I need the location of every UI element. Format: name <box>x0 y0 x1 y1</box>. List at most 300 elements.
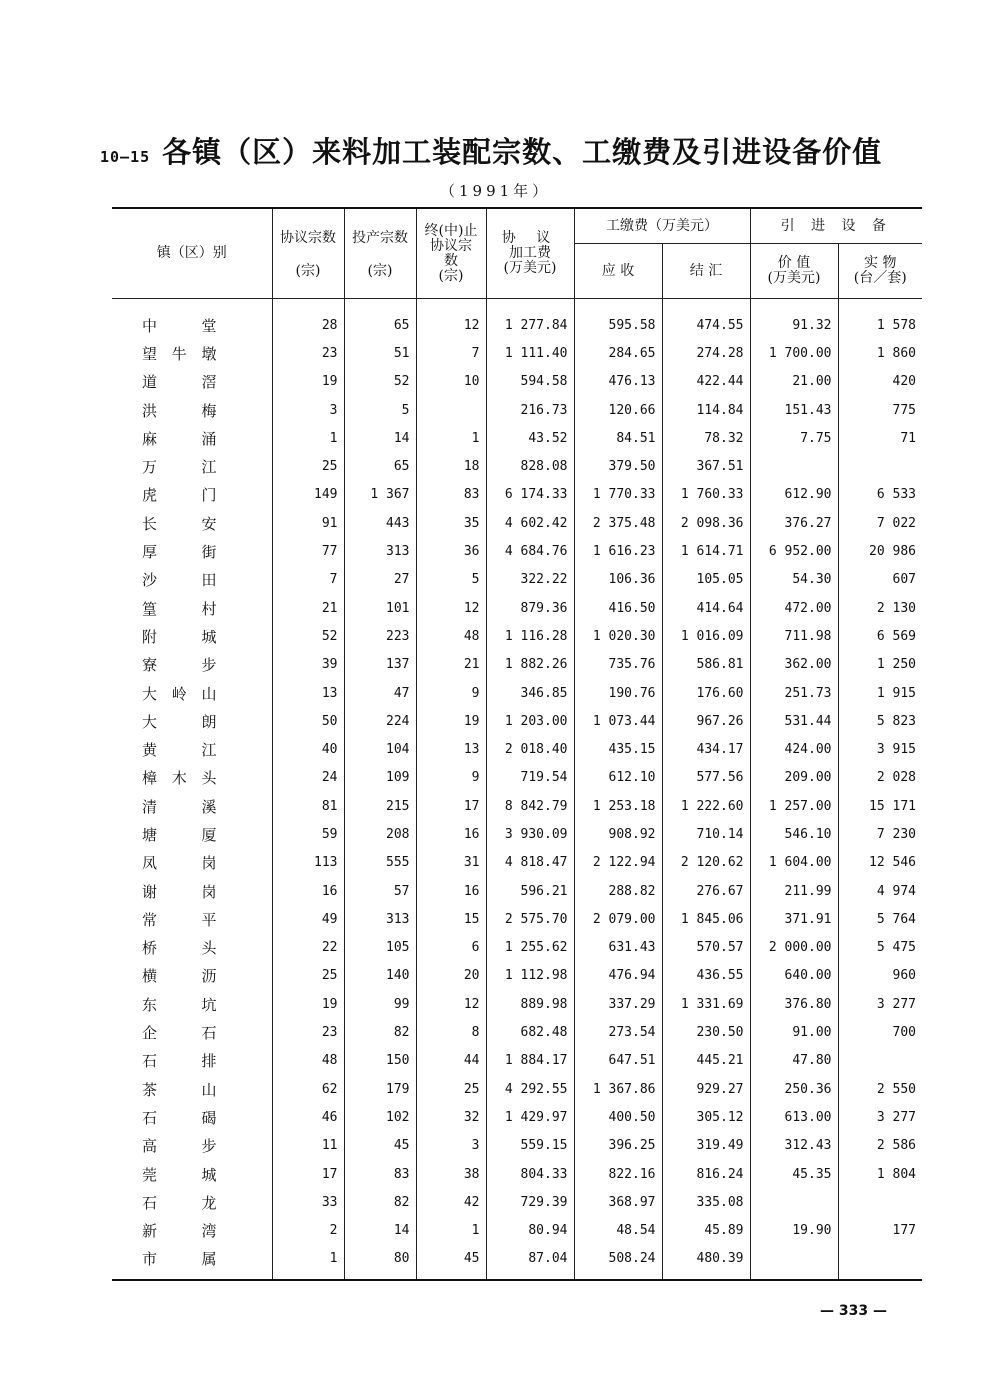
in-production-cell: 27 <box>344 566 416 594</box>
terminated-cell: 42 <box>416 1188 486 1216</box>
equipment-units-cell: 5 475 <box>876 940 917 956</box>
in-production-cell: 14 <box>344 1217 416 1245</box>
town-name: 沙田 <box>112 566 272 594</box>
table-row <box>112 1047 922 1075</box>
town-name: 篁村 <box>112 594 272 622</box>
terminated-cell: 1 <box>416 424 486 452</box>
town-name: 麻涌 <box>112 424 272 452</box>
agreements-cell: 40 <box>272 735 344 763</box>
in-production-cell: 215 <box>344 792 416 820</box>
terminated-cell: 8 <box>416 1018 486 1046</box>
equipment-units-cell: 700 <box>892 1025 917 1041</box>
agreements-cell: 13 <box>272 679 344 707</box>
remitted-cell: 422.44 <box>662 368 750 396</box>
remitted-cell: 967.26 <box>662 707 750 735</box>
terminated-cell: 31 <box>416 849 486 877</box>
equipment-units-cell <box>838 1245 922 1280</box>
remitted-cell: 445.21 <box>662 1047 750 1075</box>
equipment-units-cell: 1 860 <box>876 345 917 361</box>
terminated-cell: 3 <box>416 1132 486 1160</box>
agreed-fee-cell: 1 882.26 <box>486 651 574 679</box>
town-name: 道滘 <box>112 368 272 396</box>
receivable-cell: 337.29 <box>574 990 662 1018</box>
agreements-cell: 17 <box>272 1160 344 1188</box>
terminated-cell: 19 <box>416 707 486 735</box>
remitted-cell: 176.60 <box>662 679 750 707</box>
terminated-cell: 17 <box>416 792 486 820</box>
agreements-cell: 1 <box>272 1245 344 1280</box>
remitted-cell: 105.05 <box>662 566 750 594</box>
receivable-cell: 822.16 <box>574 1160 662 1188</box>
receivable-cell: 400.50 <box>574 1103 662 1131</box>
agreements-cell: 25 <box>272 962 344 990</box>
equipment-value-cell <box>750 1188 838 1216</box>
equipment-value-cell: 151.43 <box>750 396 838 424</box>
terminated-cell <box>416 396 486 424</box>
receivable-cell: 476.13 <box>574 368 662 396</box>
town-name: 附城 <box>112 622 272 650</box>
in-production-cell: 105 <box>344 934 416 962</box>
equipment-units-cell: 420 <box>892 374 917 390</box>
agreed-fee-cell: 1 111.40 <box>486 339 574 367</box>
receivable-cell: 396.25 <box>574 1132 662 1160</box>
in-production-cell: 65 <box>344 452 416 480</box>
equipment-units-cell: 3 277 <box>876 996 917 1012</box>
agreed-fee-cell: 828.08 <box>486 452 574 480</box>
equipment-units-cell <box>838 1047 922 1075</box>
equipment-units-cell: 1 250 <box>876 657 917 673</box>
terminated-cell: 38 <box>416 1160 486 1188</box>
receivable-cell: 190.76 <box>574 679 662 707</box>
agreements-cell: 48 <box>272 1047 344 1075</box>
agreements-cell: 22 <box>272 934 344 962</box>
agreements-cell: 28 <box>272 299 344 340</box>
town-name: 茶山 <box>112 1075 272 1103</box>
remitted-cell: 570.57 <box>662 934 750 962</box>
in-production-cell: 140 <box>344 962 416 990</box>
equipment-value-cell: 1 604.00 <box>750 849 838 877</box>
equipment-units-cell: 4 974 <box>876 883 917 899</box>
equipment-units-cell: 607 <box>892 572 917 588</box>
town-name: 塘厦 <box>112 820 272 848</box>
terminated-cell: 15 <box>416 905 486 933</box>
agreed-fee-cell: 1 116.28 <box>486 622 574 650</box>
town-name: 新湾 <box>112 1217 272 1245</box>
receivable-cell: 2 122.94 <box>574 849 662 877</box>
remitted-cell: 319.49 <box>662 1132 750 1160</box>
in-production-cell: 101 <box>344 594 416 622</box>
receivable-cell: 288.82 <box>574 877 662 905</box>
receivable-cell: 284.65 <box>574 339 662 367</box>
header-units-unit: (台／套) <box>853 270 907 286</box>
equipment-value-cell: 1 700.00 <box>750 339 838 367</box>
in-production-cell: 82 <box>344 1018 416 1046</box>
agreements-cell: 23 <box>272 339 344 367</box>
equipment-units-cell: 3 915 <box>876 742 917 758</box>
equipment-units-cell: 5 764 <box>876 911 917 927</box>
header-value <box>750 244 838 299</box>
agreed-fee-cell: 559.15 <box>486 1132 574 1160</box>
remitted-cell: 335.08 <box>662 1188 750 1216</box>
table-row <box>112 594 922 622</box>
equipment-value-cell: 546.10 <box>750 820 838 848</box>
equipment-units-cell: 1 915 <box>876 685 917 701</box>
table-row <box>112 537 922 565</box>
town-name: 莞城 <box>112 1160 272 1188</box>
terminated-cell: 13 <box>416 735 486 763</box>
receivable-cell: 1 616.23 <box>574 537 662 565</box>
receivable-cell: 647.51 <box>574 1047 662 1075</box>
agreed-fee-cell: 879.36 <box>486 594 574 622</box>
remitted-cell: 305.12 <box>662 1103 750 1131</box>
table-row <box>112 651 922 679</box>
receivable-cell: 1 073.44 <box>574 707 662 735</box>
remitted-cell: 1 845.06 <box>662 905 750 933</box>
table-row <box>112 707 922 735</box>
terminated-cell: 12 <box>416 594 486 622</box>
equipment-units-cell: 6 569 <box>876 628 917 644</box>
header-agreements-unit: (宗) <box>295 262 321 279</box>
town-name: 万江 <box>112 452 272 480</box>
agreements-cell: 1 <box>272 424 344 452</box>
receivable-cell: 1 770.33 <box>574 481 662 509</box>
in-production-cell: 65 <box>344 299 416 340</box>
terminated-cell: 45 <box>416 1245 486 1280</box>
equipment-value-cell: 424.00 <box>750 735 838 763</box>
town-name: 黄江 <box>112 735 272 763</box>
town-name: 横沥 <box>112 962 272 990</box>
header-fee-line1: 协 议 <box>501 230 559 246</box>
in-production-cell: 1 367 <box>344 481 416 509</box>
terminated-cell: 16 <box>416 820 486 848</box>
receivable-cell: 631.43 <box>574 934 662 962</box>
agreed-fee-cell: 889.98 <box>486 990 574 1018</box>
remitted-cell: 1 016.09 <box>662 622 750 650</box>
header-value-label: 价 值 <box>777 255 811 271</box>
header-in-production <box>344 208 416 299</box>
header-stub: 镇（区）别 <box>112 208 272 299</box>
agreements-cell: 24 <box>272 764 344 792</box>
header-agreements <box>272 208 344 299</box>
equipment-value-cell: 531.44 <box>750 707 838 735</box>
equipment-value-cell: 2 000.00 <box>750 934 838 962</box>
remitted-cell: 274.28 <box>662 339 750 367</box>
table-row <box>112 679 922 707</box>
receivable-cell: 612.10 <box>574 764 662 792</box>
equipment-units-cell <box>838 1188 922 1216</box>
in-production-cell: 57 <box>344 877 416 905</box>
agreed-fee-cell: 804.33 <box>486 1160 574 1188</box>
agreed-fee-cell: 1 429.97 <box>486 1103 574 1131</box>
equipment-value-cell: 711.98 <box>750 622 838 650</box>
receivable-cell: 1 367.86 <box>574 1075 662 1103</box>
header-terminated-label: 终(中)止协议宗 数 <box>424 222 478 269</box>
terminated-cell: 6 <box>416 934 486 962</box>
table-row <box>112 820 922 848</box>
agreed-fee-cell: 43.52 <box>486 424 574 452</box>
terminated-cell: 1 <box>416 1217 486 1245</box>
header-fee-unit: (万美元) <box>503 260 557 276</box>
receivable-cell: 908.92 <box>574 820 662 848</box>
equipment-value-cell: 6 952.00 <box>750 537 838 565</box>
table-row <box>112 481 922 509</box>
table-row <box>112 1245 922 1280</box>
agreements-cell: 33 <box>272 1188 344 1216</box>
town-name: 清溪 <box>112 792 272 820</box>
remitted-cell: 2 120.62 <box>662 849 750 877</box>
remitted-cell: 78.32 <box>662 424 750 452</box>
equipment-units-cell: 1 804 <box>876 1166 917 1182</box>
receivable-cell: 106.36 <box>574 566 662 594</box>
agreed-fee-cell: 1 203.00 <box>486 707 574 735</box>
terminated-cell: 44 <box>416 1047 486 1075</box>
receivable-cell: 84.51 <box>574 424 662 452</box>
equipment-value-cell: 362.00 <box>750 651 838 679</box>
receivable-cell: 379.50 <box>574 452 662 480</box>
equipment-value-cell: 19.90 <box>750 1217 838 1245</box>
header-units-label: 实 物 <box>864 255 897 271</box>
town-name: 中堂 <box>112 299 272 340</box>
remitted-cell: 1 222.60 <box>662 792 750 820</box>
table-body <box>112 299 922 1281</box>
table-row <box>112 849 922 877</box>
table-row <box>112 1160 922 1188</box>
receivable-cell: 595.58 <box>574 299 662 340</box>
agreed-fee-cell: 216.73 <box>486 396 574 424</box>
table-header <box>112 208 922 299</box>
remitted-cell: 434.17 <box>662 735 750 763</box>
agreed-fee-cell: 719.54 <box>486 764 574 792</box>
agreements-cell: 113 <box>272 849 344 877</box>
equipment-value-cell: 1 257.00 <box>750 792 838 820</box>
agreed-fee-cell: 8 842.79 <box>486 792 574 820</box>
agreements-cell: 59 <box>272 820 344 848</box>
equipment-units-cell: 20 986 <box>869 544 917 560</box>
equipment-value-cell: 612.90 <box>750 481 838 509</box>
equipment-units-cell: 7 230 <box>876 826 917 842</box>
agreed-fee-cell: 596.21 <box>486 877 574 905</box>
agreements-cell: 2 <box>272 1217 344 1245</box>
remitted-cell: 414.64 <box>662 594 750 622</box>
agreements-cell: 19 <box>272 990 344 1018</box>
equipment-value-cell: 7.75 <box>750 424 838 452</box>
agreements-cell: 7 <box>272 566 344 594</box>
equipment-units-cell: 775 <box>892 402 917 418</box>
terminated-cell: 35 <box>416 509 486 537</box>
receivable-cell: 735.76 <box>574 651 662 679</box>
equipment-value-cell <box>750 1245 838 1280</box>
header-equipment-group: 引 进 设 备 <box>750 208 922 244</box>
agreed-fee-cell: 4 602.42 <box>486 509 574 537</box>
agreements-cell: 39 <box>272 651 344 679</box>
in-production-cell: 313 <box>344 537 416 565</box>
equipment-value-cell: 54.30 <box>750 566 838 594</box>
terminated-cell: 12 <box>416 299 486 340</box>
receivable-cell: 435.15 <box>574 735 662 763</box>
town-name: 寮步 <box>112 651 272 679</box>
remitted-cell: 586.81 <box>662 651 750 679</box>
equipment-units-cell <box>838 452 922 480</box>
header-terminated <box>416 208 486 299</box>
agreements-cell: 21 <box>272 594 344 622</box>
town-name: 石碣 <box>112 1103 272 1131</box>
remitted-cell: 367.51 <box>662 452 750 480</box>
town-name: 虎门 <box>112 481 272 509</box>
equipment-units-cell: 2 130 <box>876 600 917 616</box>
agreements-cell: 50 <box>272 707 344 735</box>
equipment-units-cell: 177 <box>892 1223 917 1239</box>
receivable-cell: 1 253.18 <box>574 792 662 820</box>
page-title: 各镇（区）来料加工装配宗数、工缴费及引进设备价值 <box>162 135 883 169</box>
agreed-fee-cell: 2 018.40 <box>486 735 574 763</box>
town-name: 厚街 <box>112 537 272 565</box>
table-row <box>112 877 922 905</box>
table-row <box>112 509 922 537</box>
table-row <box>112 1132 922 1160</box>
terminated-cell: 7 <box>416 339 486 367</box>
agreements-cell: 81 <box>272 792 344 820</box>
town-name: 石龙 <box>112 1188 272 1216</box>
agreed-fee-cell: 729.39 <box>486 1188 574 1216</box>
header-units <box>838 244 922 299</box>
in-production-cell: 224 <box>344 707 416 735</box>
page-number: — 333 — <box>820 1303 887 1319</box>
equipment-units-cell: 71 <box>900 430 917 446</box>
agreed-fee-cell: 2 575.70 <box>486 905 574 933</box>
equipment-units-cell: 6 533 <box>876 487 917 503</box>
equipment-value-cell: 250.36 <box>750 1075 838 1103</box>
remitted-cell: 230.50 <box>662 1018 750 1046</box>
agreed-fee-cell: 1 255.62 <box>486 934 574 962</box>
equipment-value-cell: 91.32 <box>750 299 838 340</box>
in-production-cell: 555 <box>344 849 416 877</box>
agreed-fee-cell: 87.04 <box>486 1245 574 1280</box>
terminated-cell: 32 <box>416 1103 486 1131</box>
agreed-fee-cell: 322.22 <box>486 566 574 594</box>
table-row <box>112 1075 922 1103</box>
header-agreed-fee <box>486 208 574 299</box>
remitted-cell: 577.56 <box>662 764 750 792</box>
town-name: 东坑 <box>112 990 272 1018</box>
in-production-cell: 137 <box>344 651 416 679</box>
table-row <box>112 792 922 820</box>
remitted-cell: 1 760.33 <box>662 481 750 509</box>
agreements-cell: 49 <box>272 905 344 933</box>
equipment-value-cell: 45.35 <box>750 1160 838 1188</box>
town-name: 高步 <box>112 1132 272 1160</box>
in-production-cell: 208 <box>344 820 416 848</box>
terminated-cell: 5 <box>416 566 486 594</box>
receivable-cell: 1 020.30 <box>574 622 662 650</box>
terminated-cell: 48 <box>416 622 486 650</box>
agreed-fee-cell: 594.58 <box>486 368 574 396</box>
terminated-cell: 83 <box>416 481 486 509</box>
agreed-fee-cell: 1 277.84 <box>486 299 574 340</box>
header-receivable: 应 收 <box>574 244 662 299</box>
town-name: 桥头 <box>112 934 272 962</box>
header-value-unit: (万美元) <box>767 270 821 286</box>
agreements-cell: 52 <box>272 622 344 650</box>
agreed-fee-cell: 6 174.33 <box>486 481 574 509</box>
equipment-value-cell: 376.80 <box>750 990 838 1018</box>
terminated-cell: 9 <box>416 679 486 707</box>
receivable-cell: 476.94 <box>574 962 662 990</box>
in-production-cell: 47 <box>344 679 416 707</box>
equipment-value-cell: 376.27 <box>750 509 838 537</box>
equipment-units-cell: 2 586 <box>876 1138 917 1154</box>
receivable-cell: 368.97 <box>574 1188 662 1216</box>
remitted-cell: 816.24 <box>662 1160 750 1188</box>
table-row <box>112 368 922 396</box>
town-name: 企石 <box>112 1018 272 1046</box>
remitted-cell: 276.67 <box>662 877 750 905</box>
equipment-value-cell: 613.00 <box>750 1103 838 1131</box>
agreements-cell: 11 <box>272 1132 344 1160</box>
town-name: 市属 <box>112 1245 272 1280</box>
in-production-cell: 82 <box>344 1188 416 1216</box>
header-terminated-unit: (宗) <box>438 267 464 284</box>
in-production-cell: 109 <box>344 764 416 792</box>
town-name: 凤岗 <box>112 849 272 877</box>
in-production-cell: 443 <box>344 509 416 537</box>
equipment-value-cell: 211.99 <box>750 877 838 905</box>
agreements-cell: 62 <box>272 1075 344 1103</box>
terminated-cell: 21 <box>416 651 486 679</box>
in-production-cell: 51 <box>344 339 416 367</box>
town-name: 樟木头 <box>112 764 272 792</box>
table-row <box>112 424 922 452</box>
table-row <box>112 339 922 367</box>
equipment-value-cell: 472.00 <box>750 594 838 622</box>
terminated-cell: 36 <box>416 537 486 565</box>
in-production-cell: 313 <box>344 905 416 933</box>
equipment-units-cell: 2 028 <box>876 770 917 786</box>
agreements-cell: 3 <box>272 396 344 424</box>
table-row <box>112 764 922 792</box>
remitted-cell: 474.55 <box>662 299 750 340</box>
town-name: 望牛墩 <box>112 339 272 367</box>
table-row <box>112 396 922 424</box>
agreements-cell: 91 <box>272 509 344 537</box>
table-row <box>112 452 922 480</box>
town-name: 洪梅 <box>112 396 272 424</box>
in-production-cell: 104 <box>344 735 416 763</box>
equipment-value-cell: 47.80 <box>750 1047 838 1075</box>
table-row <box>112 735 922 763</box>
receivable-cell: 416.50 <box>574 594 662 622</box>
receivable-cell: 273.54 <box>574 1018 662 1046</box>
table-row <box>112 1217 922 1245</box>
agreed-fee-cell: 80.94 <box>486 1217 574 1245</box>
remitted-cell: 1 331.69 <box>662 990 750 1018</box>
agreed-fee-cell: 346.85 <box>486 679 574 707</box>
receivable-cell: 48.54 <box>574 1217 662 1245</box>
header-labor-fee-group: 工缴费（万美元） <box>574 208 750 244</box>
year-subtitle: （1991年） <box>440 182 552 200</box>
equipment-units-cell: 3 277 <box>876 1109 917 1125</box>
agreed-fee-cell: 4 292.55 <box>486 1075 574 1103</box>
in-production-cell: 83 <box>344 1160 416 1188</box>
table-row <box>112 990 922 1018</box>
equipment-value-cell: 312.43 <box>750 1132 838 1160</box>
equipment-units-cell: 12 546 <box>869 855 917 871</box>
equipment-units-cell: 2 550 <box>876 1081 917 1097</box>
remitted-cell: 2 098.36 <box>662 509 750 537</box>
table-row <box>112 299 922 340</box>
table-code: 10—15 <box>100 148 151 166</box>
agreed-fee-cell: 4 818.47 <box>486 849 574 877</box>
terminated-cell: 18 <box>416 452 486 480</box>
